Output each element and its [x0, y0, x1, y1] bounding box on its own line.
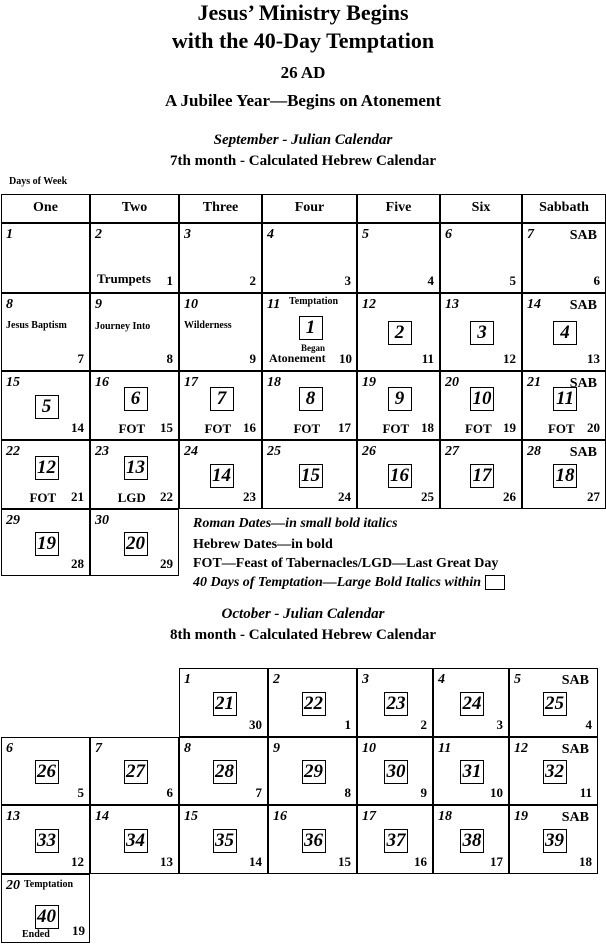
weekday-header: Sabbath [522, 194, 606, 223]
day-cell [357, 223, 440, 293]
roman-date: 15 [6, 375, 20, 390]
weekday-header: Three [179, 194, 262, 223]
temptation-day-box: 30 [384, 760, 408, 784]
temptation-day-box: 36 [302, 829, 326, 853]
weekday-header: Four [262, 194, 357, 223]
legend-fot: FOT—Feast of Tabernacles/LGD—Last Great Day [193, 556, 499, 571]
weekday-header: One [1, 194, 90, 223]
day-cell [262, 293, 357, 371]
hebrew-date: 11 [579, 785, 592, 800]
roman-date: 8 [6, 297, 13, 312]
day-cell [1, 874, 90, 943]
day-cell [179, 668, 268, 737]
hebrew-date: 3 [344, 273, 351, 288]
october-heading: October - Julian Calendar [221, 606, 385, 622]
temptation-day-box: 14 [210, 464, 234, 488]
roman-date: 12 [362, 297, 376, 312]
hebrew-date: 5 [77, 785, 84, 800]
day-cell [179, 440, 262, 509]
roman-date: 18 [267, 375, 281, 390]
hebrew-date: 1 [344, 717, 351, 732]
day-cell [433, 737, 509, 805]
day-cell [440, 371, 522, 440]
hebrew-date: 8 [166, 351, 173, 366]
legend-temptation: 40 Days of Temptation—Large Bold Italics within [193, 575, 505, 591]
roman-date: 28 [527, 444, 541, 459]
temptation-day-box: 10 [470, 387, 494, 411]
title-line-2: with the 40-Day Temptation [171, 28, 435, 53]
sabbath-label: SAB [561, 742, 589, 757]
temptation-label: Temptation [24, 879, 74, 890]
hebrew-date: 12 [503, 351, 516, 366]
hebrew-date: 3 [496, 717, 503, 732]
day-cell [90, 371, 179, 440]
hebrew-date: 5 [509, 273, 516, 288]
days-of-week-label: Days of Week [9, 176, 68, 187]
fot-label: FOT [382, 421, 410, 436]
roman-date: 10 [362, 741, 376, 756]
temptation-day-box: 28 [213, 760, 237, 784]
temptation-day-box: 40 [35, 905, 59, 929]
legend-hebrew: Hebrew Dates—in bold [193, 537, 333, 552]
hebrew-date: 26 [503, 489, 516, 504]
day-cell [90, 509, 179, 576]
day-cell [509, 668, 598, 737]
temptation-day-box: 24 [460, 692, 484, 716]
day-cell [440, 293, 522, 371]
roman-date: 2 [273, 672, 280, 687]
roman-date: 19 [514, 809, 528, 824]
day-cell [179, 737, 268, 805]
roman-date: 6 [6, 741, 13, 756]
hebrew-date: 19 [503, 420, 516, 435]
roman-date: 10 [184, 297, 198, 312]
day-cell [262, 371, 357, 440]
roman-date: 19 [362, 375, 376, 390]
hebrew-date: 6 [166, 785, 173, 800]
sabbath-label: SAB [569, 445, 597, 460]
day-cell [509, 737, 598, 805]
roman-date: 14 [95, 809, 109, 824]
day-cell [357, 805, 433, 874]
hebrew-date: 22 [160, 489, 173, 504]
fot-label: FOT [204, 421, 232, 436]
temptation-day-box: 29 [302, 760, 326, 784]
roman-date: 25 [267, 444, 281, 459]
hebrew-date: 14 [71, 420, 84, 435]
hebrew-date: 17 [338, 420, 351, 435]
roman-date: 13 [6, 809, 20, 824]
cell-note: Wilderness [184, 320, 232, 331]
fot-label: FOT [464, 421, 492, 436]
temptation-day-box: 22 [302, 692, 326, 716]
hebrew-date: 16 [414, 854, 427, 869]
day-cell [268, 737, 357, 805]
temptation-day-box: 20 [124, 532, 148, 556]
temptation-day-box: 21 [213, 692, 237, 716]
temptation-day-box: 13 [124, 456, 148, 480]
roman-date: 24 [184, 444, 198, 459]
temptation-day-box: 7 [210, 387, 234, 411]
day-cell [179, 805, 268, 874]
temptation-day-box: 19 [35, 532, 59, 556]
roman-date: 11 [438, 741, 452, 756]
day-cell [1, 509, 90, 576]
hebrew-date: 7 [77, 351, 84, 366]
weekday-header: Six [440, 194, 522, 223]
atonement-label: Atonement [269, 351, 326, 365]
temptation-day-box: 27 [124, 760, 148, 784]
temptation-day-box: 25 [543, 692, 567, 716]
temptation-day-box: 23 [384, 692, 408, 716]
temptation-day-box: 4 [553, 321, 577, 345]
hebrew-date: 9 [249, 351, 256, 366]
day-cell [90, 293, 179, 371]
temptation-day-box: 16 [388, 464, 412, 488]
hebrew-date: 18 [579, 854, 592, 869]
roman-date: 16 [273, 809, 287, 824]
temptation-day-box: 35 [213, 829, 237, 853]
day-cell [1, 805, 90, 874]
september-subheading: 7th month - Calculated Hebrew Calendar [170, 153, 436, 169]
roman-date: 15 [184, 809, 198, 824]
temptation-day-box: 9 [388, 387, 412, 411]
roman-date: 2 [95, 227, 102, 242]
hebrew-date: 2 [420, 717, 427, 732]
hebrew-date: 14 [249, 854, 262, 869]
day-cell [1, 293, 90, 371]
roman-date: 20 [445, 375, 459, 390]
sabbath-label: SAB [569, 376, 597, 391]
hebrew-date: 9 [420, 785, 427, 800]
fot-label: FOT [293, 421, 321, 436]
roman-date: 12 [514, 741, 528, 756]
roman-date: 27 [445, 444, 459, 459]
day-cell [440, 440, 522, 509]
day-cell [509, 805, 598, 874]
temptation-day-box: 32 [543, 760, 567, 784]
roman-date: 6 [445, 227, 452, 242]
temptation-day-box: 31 [460, 760, 484, 784]
hebrew-date: 10 [339, 351, 352, 366]
hebrew-date: 25 [421, 489, 434, 504]
day-cell [522, 293, 606, 371]
trumpets-label: Trumpets [97, 271, 151, 286]
day-cell [262, 223, 357, 293]
roman-date: 4 [438, 672, 445, 687]
temptation-label: Temptation [289, 296, 339, 307]
day-cell [179, 293, 262, 371]
title-line-1: Jesus’ Ministry Begins [197, 0, 409, 25]
hebrew-date: 1 [166, 273, 173, 288]
sabbath-label: SAB [561, 673, 589, 688]
september-heading: September - Julian Calendar [213, 132, 393, 148]
temptation-day-box: 2 [388, 321, 412, 345]
day-cell [357, 440, 440, 509]
hebrew-date: 24 [338, 489, 351, 504]
ended-label: Ended [22, 929, 50, 940]
hebrew-date: 29 [160, 556, 173, 571]
legend-box-swatch [485, 575, 505, 590]
day-cell [522, 371, 606, 440]
day-cell [90, 805, 179, 874]
weekday-header: Two [90, 194, 179, 223]
hebrew-date: 27 [587, 489, 600, 504]
day-cell [90, 737, 179, 805]
hebrew-date: 13 [587, 351, 600, 366]
hebrew-date: 6 [593, 273, 600, 288]
day-cell [522, 440, 606, 509]
temptation-day-box: 11 [553, 387, 577, 411]
roman-date: 20 [6, 878, 20, 893]
temptation-day-box: 8 [299, 387, 323, 411]
hebrew-date: 11 [421, 351, 434, 366]
hebrew-date: 28 [71, 556, 84, 571]
roman-date: 22 [6, 444, 20, 459]
roman-date: 17 [362, 809, 376, 824]
hebrew-date: 15 [338, 854, 351, 869]
day-cell [440, 223, 522, 293]
hebrew-date: 4 [427, 273, 434, 288]
fot-label: FOT [118, 421, 146, 436]
roman-date: 1 [6, 227, 13, 242]
temptation-day-box: 3 [470, 321, 494, 345]
sabbath-label: SAB [569, 298, 597, 313]
roman-date: 3 [184, 227, 191, 242]
day-cell [357, 293, 440, 371]
temptation-day-box: 18 [553, 464, 577, 488]
roman-date: 5 [362, 227, 369, 242]
hebrew-date: 30 [249, 717, 262, 732]
day-cell [268, 668, 357, 737]
day-cell [1, 371, 90, 440]
cell-note: Journey Into [95, 321, 151, 332]
october-subheading: 8th month - Calculated Hebrew Calendar [170, 627, 436, 643]
temptation-day-box: 33 [35, 829, 59, 853]
day-cell [179, 223, 262, 293]
roman-date: 13 [445, 297, 459, 312]
day-cell [522, 223, 606, 293]
weekday-header: Five [357, 194, 440, 223]
temptation-day-box: 26 [35, 760, 59, 784]
began-label: Began [301, 343, 326, 353]
roman-date: 16 [95, 375, 109, 390]
temptation-day-box: 5 [35, 395, 59, 419]
roman-date: 8 [184, 741, 191, 756]
hebrew-date: 4 [585, 717, 592, 732]
roman-date: 17 [184, 375, 198, 390]
day-cell [357, 737, 433, 805]
day-cell [357, 668, 433, 737]
roman-date: 9 [95, 297, 102, 312]
temptation-day-box: 34 [124, 829, 148, 853]
hebrew-date: 16 [243, 420, 256, 435]
hebrew-date: 17 [490, 854, 503, 869]
day-cell [433, 805, 509, 874]
day-cell [90, 440, 179, 509]
roman-date: 18 [438, 809, 452, 824]
temptation-day-box: 17 [470, 464, 494, 488]
roman-date: 3 [362, 672, 369, 687]
roman-date: 9 [273, 741, 280, 756]
temptation-day-box: 15 [299, 464, 323, 488]
hebrew-date: 15 [160, 420, 173, 435]
roman-date: 26 [362, 444, 376, 459]
roman-date: 14 [527, 297, 541, 312]
day-cell [1, 737, 90, 805]
temptation-day-box: 39 [543, 829, 567, 853]
roman-date: 4 [267, 227, 274, 242]
roman-date: 7 [527, 227, 534, 242]
hebrew-date: 21 [71, 489, 84, 504]
lgd-label: LGD [117, 490, 146, 505]
day-cell [262, 440, 357, 509]
day-cell [1, 440, 90, 509]
fot-label: FOT [547, 421, 575, 436]
day-cell [357, 371, 440, 440]
hebrew-date: 20 [587, 420, 600, 435]
roman-date: 23 [95, 444, 109, 459]
year-heading: 26 AD [280, 63, 326, 82]
sabbath-label: SAB [569, 228, 597, 243]
temptation-day-box: 1 [299, 316, 323, 340]
temptation-day-box: 37 [384, 829, 408, 853]
hebrew-date: 12 [71, 854, 84, 869]
hebrew-date: 2 [249, 273, 256, 288]
day-cell [268, 805, 357, 874]
hebrew-date: 23 [243, 489, 256, 504]
sabbath-label: SAB [561, 810, 589, 825]
day-cell [179, 371, 262, 440]
hebrew-date: 10 [490, 785, 503, 800]
hebrew-date: 7 [255, 785, 262, 800]
roman-date: 11 [267, 297, 281, 312]
cell-note: Jesus Baptism [6, 320, 67, 331]
temptation-day-box: 38 [460, 829, 484, 853]
temptation-day-box: 6 [124, 387, 148, 411]
roman-date: 29 [6, 513, 20, 528]
roman-date: 21 [527, 375, 541, 390]
day-cell [1, 223, 90, 293]
roman-date: 30 [95, 513, 109, 528]
temptation-day-box: 12 [35, 456, 59, 480]
roman-date: 7 [95, 741, 102, 756]
fot-label: FOT [29, 490, 57, 505]
legend-roman: Roman Dates—in small bold italics [193, 516, 398, 531]
day-cell [433, 668, 509, 737]
hebrew-date: 8 [344, 785, 351, 800]
hebrew-date: 19 [72, 923, 85, 938]
hebrew-date: 13 [160, 854, 173, 869]
day-cell [90, 223, 179, 293]
roman-date: 1 [184, 672, 191, 687]
hebrew-date: 18 [421, 420, 434, 435]
jubilee-heading: A Jubilee Year—Begins on Atonement [164, 91, 442, 110]
roman-date: 5 [514, 672, 521, 687]
